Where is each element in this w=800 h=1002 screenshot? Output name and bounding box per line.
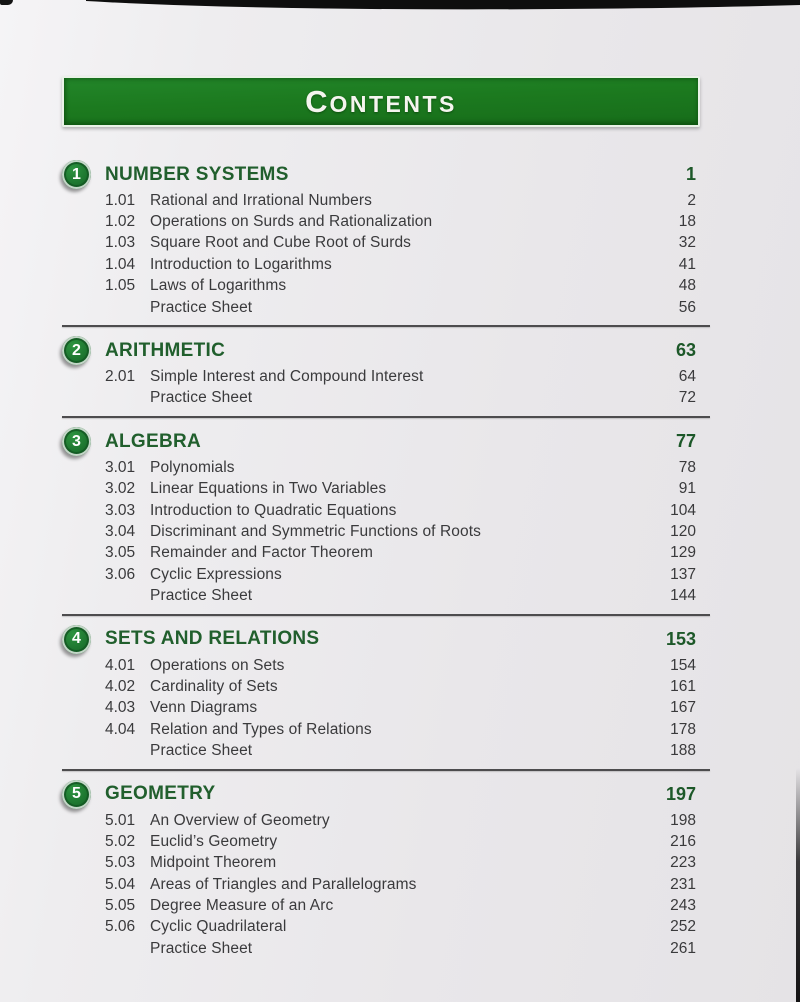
section-title: NUMBER SYSTEMS	[105, 163, 289, 185]
toc-item-page: 167	[670, 699, 696, 717]
toc-item-page: 154	[670, 656, 696, 674]
toc-item-label: Operations on Sets	[150, 656, 285, 674]
section-items	[62, 655, 710, 762]
toc-item-code: 3.01	[105, 458, 136, 476]
toc-item-label: Practice Sheet	[150, 742, 253, 760]
toc-item-page: 56	[678, 298, 696, 316]
section-number-badge	[62, 625, 91, 654]
section-page-number: 197	[665, 783, 696, 804]
toc-item-practice-sheet	[105, 740, 710, 761]
section-number-badge	[62, 160, 91, 189]
toc-item-label: Practice Sheet	[150, 298, 253, 316]
toc-item	[105, 874, 710, 895]
toc-item	[105, 853, 710, 874]
section-title: GEOMETRY	[105, 783, 216, 805]
toc-item-page: 78	[678, 458, 696, 476]
toc-item-code: 1.02	[105, 213, 136, 231]
toc-item-label: An Overview of Geometry	[150, 811, 330, 829]
toc-item-page: 91	[678, 480, 696, 498]
section-number-badge	[62, 780, 91, 809]
toc-item	[105, 676, 710, 697]
toc-item	[105, 521, 710, 542]
section-page-number: 77	[675, 431, 696, 452]
toc-item	[105, 190, 710, 211]
toc-item-label: Venn Diagrams	[150, 699, 258, 717]
toc-item	[105, 276, 710, 297]
section-items	[62, 810, 710, 960]
toc-section-3	[62, 428, 710, 607]
toc-item-label: Polynomials	[150, 458, 235, 476]
section-items	[62, 190, 710, 318]
toc-item-page: 198	[670, 811, 696, 829]
section-items	[62, 457, 710, 607]
toc-item-page: 120	[670, 522, 696, 540]
toc-item-label: Midpoint Theorem	[150, 854, 277, 872]
contents-title-rest: ONTENTS	[329, 91, 457, 117]
toc-item-practice-sheet	[105, 938, 710, 959]
toc-item-label: Euclid’s Geometry	[150, 832, 278, 850]
section-divider	[62, 416, 710, 418]
toc-item-code: 4.01	[105, 656, 136, 674]
toc-item	[105, 831, 710, 852]
toc-item-page: 178	[670, 720, 696, 738]
toc-item-label: Cyclic Expressions	[150, 565, 282, 583]
toc-item	[105, 479, 710, 500]
toc-item-label: Practice Sheet	[150, 939, 253, 957]
toc-item-code: 5.02	[105, 832, 136, 850]
toc-item	[105, 810, 710, 831]
toc-item-page: 188	[670, 742, 696, 760]
contents-title	[305, 86, 457, 117]
contents-title-initial: C	[305, 84, 330, 119]
toc-item-page: 261	[670, 939, 696, 957]
toc-section-2	[62, 337, 710, 409]
toc-item-code: 4.03	[105, 699, 136, 717]
section-header	[62, 161, 710, 188]
toc-item-label: Practice Sheet	[150, 389, 253, 407]
toc-section-4	[62, 626, 710, 762]
toc-item-label: Introduction to Quadratic Equations	[150, 501, 397, 519]
toc-item-label: Practice Sheet	[150, 587, 253, 605]
toc-item	[105, 895, 710, 916]
toc-item-label: Linear Equations in Two Variables	[150, 480, 387, 498]
toc-item	[105, 211, 710, 232]
toc-item	[105, 457, 710, 478]
photo-edge-top	[0, 0, 800, 16]
toc-item-code: 5.05	[105, 897, 136, 915]
section-title: SETS AND RELATIONS	[105, 628, 320, 650]
toc-item-label: Introduction to Logarithms	[150, 255, 332, 273]
section-divider	[62, 325, 710, 327]
toc-sections	[62, 161, 710, 960]
section-page-number: 1	[685, 164, 696, 184]
toc-item-page: 72	[678, 389, 696, 407]
toc-item-page: 48	[678, 277, 696, 295]
section-page-number: 153	[665, 628, 696, 649]
toc-item-label: Simple Interest and Compound Interest	[150, 368, 424, 386]
section-header	[62, 337, 710, 364]
toc-item-code: 5.01	[105, 811, 136, 829]
toc-item-page: 144	[670, 587, 696, 605]
toc-item-code: 1.05	[105, 277, 136, 295]
toc-item-code: 5.06	[105, 918, 136, 936]
toc-item-practice-sheet	[105, 585, 710, 606]
toc-item	[105, 500, 710, 521]
toc-item-label: Relation and Types of Relations	[150, 720, 372, 738]
toc-item-label: Laws of Logarithms	[150, 277, 287, 295]
toc-item	[105, 917, 710, 938]
section-items	[62, 366, 710, 409]
toc-item-code: 5.03	[105, 854, 136, 872]
toc-item-label: Discriminant and Symmetric Functions of Roots	[150, 522, 481, 540]
toc-item-practice-sheet	[105, 388, 710, 409]
toc-section-1	[62, 161, 710, 318]
toc-item-code: 4.04	[105, 720, 136, 738]
toc-item-label: Cardinality of Sets	[150, 677, 278, 695]
toc-item	[105, 719, 710, 740]
section-divider	[62, 769, 710, 771]
contents-page-body	[62, 76, 710, 960]
toc-item-code: 2.01	[105, 368, 136, 386]
toc-item	[105, 698, 710, 719]
section-page-number: 63	[675, 340, 696, 361]
toc-item-code: 4.02	[105, 677, 136, 695]
toc-item-page: 18	[678, 213, 696, 231]
toc-item-page: 243	[670, 897, 696, 915]
toc-item-label: Rational and Irrational Numbers	[150, 191, 372, 209]
toc-item-page: 104	[670, 501, 696, 519]
toc-item-code: 1.03	[105, 234, 136, 252]
toc-item-code: 3.04	[105, 522, 136, 540]
toc-item-code: 1.04	[105, 255, 136, 273]
toc-item-label: Square Root and Cube Root of Surds	[150, 234, 412, 252]
toc-item-page: 216	[670, 832, 696, 850]
toc-item-page: 64	[678, 368, 696, 386]
toc-item-label: Areas of Triangles and Parallelograms	[150, 875, 417, 893]
toc-item	[105, 233, 710, 254]
section-number: 2	[72, 341, 81, 359]
toc-section-5	[62, 781, 710, 960]
section-divider	[62, 614, 710, 616]
contents-banner	[62, 76, 700, 127]
toc-item-label: Operations on Surds and Rationalization	[150, 213, 433, 231]
toc-item-code: 3.06	[105, 565, 136, 583]
section-header	[62, 626, 710, 653]
toc-item-page: 252	[670, 918, 696, 936]
toc-item-page: 2	[687, 191, 696, 209]
toc-item-code: 1.01	[105, 191, 136, 209]
toc-item-page: 41	[678, 255, 696, 273]
section-header	[62, 781, 710, 808]
toc-item	[105, 254, 710, 275]
toc-item-page: 32	[678, 234, 696, 252]
toc-item-page: 223	[670, 854, 696, 872]
section-number: 4	[72, 630, 81, 648]
section-title: ARITHMETIC	[105, 339, 226, 361]
toc-item-practice-sheet	[105, 297, 710, 318]
toc-item	[105, 543, 710, 564]
toc-item-label: Degree Measure of an Arc	[150, 897, 334, 915]
section-number-badge	[62, 336, 91, 365]
section-number: 1	[72, 165, 81, 183]
toc-item-page: 231	[670, 875, 696, 893]
toc-item-code: 5.04	[105, 875, 136, 893]
toc-item-page: 137	[670, 565, 696, 583]
photo-edge-corner	[0, 0, 13, 5]
section-number-badge	[62, 427, 91, 456]
section-number: 3	[72, 432, 81, 450]
toc-item-code: 3.02	[105, 480, 136, 498]
toc-item-page: 161	[670, 677, 696, 695]
section-header	[62, 428, 710, 455]
toc-item	[105, 366, 710, 387]
toc-item-page: 129	[670, 544, 696, 562]
toc-item	[105, 564, 710, 585]
toc-item-label: Cyclic Quadrilateral	[150, 918, 287, 936]
section-number: 5	[72, 785, 81, 803]
section-title: ALGEBRA	[105, 430, 202, 452]
toc-item	[105, 655, 710, 676]
photo-edge-right	[796, 768, 800, 1002]
toc-item-code: 3.05	[105, 544, 136, 562]
toc-item-code: 3.03	[105, 501, 136, 519]
toc-item-label: Remainder and Factor Theorem	[150, 544, 374, 562]
